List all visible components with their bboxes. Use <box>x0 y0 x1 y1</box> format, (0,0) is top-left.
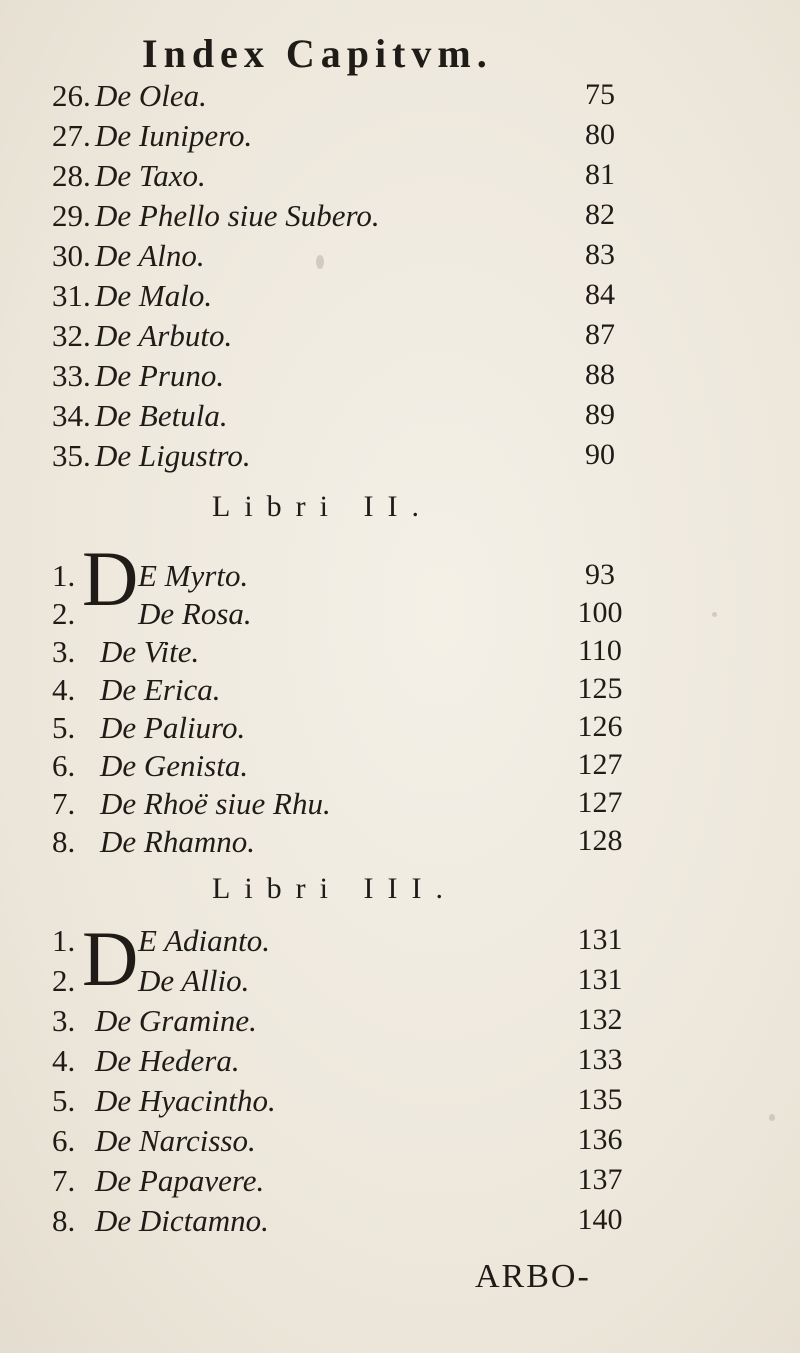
index-row <box>0 596 800 636</box>
entry-page: 133 <box>577 1043 623 1076</box>
entry-number: 3. <box>52 634 76 669</box>
entry-number: 4. <box>52 1043 76 1078</box>
index-row <box>0 748 800 788</box>
entry-page: 100 <box>577 596 623 629</box>
entry-page: 127 <box>577 748 623 781</box>
entry-number: 2. <box>52 596 76 631</box>
index-row <box>0 118 800 158</box>
entry-number: 6. <box>52 748 76 783</box>
entry-title: De Iunipero. <box>95 118 253 153</box>
entry-number: 34. <box>52 398 91 433</box>
entry-number: 8. <box>52 1203 76 1238</box>
entry-page: 125 <box>577 672 623 705</box>
entry-number: 3. <box>52 1003 76 1038</box>
index-row <box>0 672 800 712</box>
index-row <box>0 1163 800 1203</box>
entry-number: 26. <box>52 78 91 113</box>
entry-number: 5. <box>52 1083 76 1118</box>
index-row <box>0 634 800 674</box>
entry-page: 80 <box>585 118 615 151</box>
index-row <box>0 963 800 1003</box>
entry-page: 75 <box>585 78 615 111</box>
entry-page: 128 <box>577 824 623 857</box>
index-row <box>0 824 800 864</box>
index-row <box>0 438 800 478</box>
entry-title: De Olea. <box>95 78 207 113</box>
index-row <box>0 198 800 238</box>
entry-title: De Genista. <box>100 748 249 783</box>
entry-number: 33. <box>52 358 91 393</box>
paper-spot <box>769 1114 775 1121</box>
entry-title: De Ligustro. <box>95 438 251 473</box>
index-row <box>0 398 800 438</box>
page-header: Index Capitvm. <box>142 31 493 76</box>
entry-page: 93 <box>585 558 615 591</box>
entry-number: 4. <box>52 672 76 707</box>
drop-capital: D <box>82 915 139 1002</box>
entry-title: De Hyacintho. <box>95 1083 276 1118</box>
entry-title: E Myrto. <box>138 558 249 593</box>
index-row <box>0 1003 800 1043</box>
index-row <box>0 158 800 198</box>
entry-page: 90 <box>585 438 615 471</box>
entry-page: 132 <box>577 1003 623 1036</box>
entry-title: De Phello siue Subero. <box>95 198 380 233</box>
index-row <box>0 318 800 358</box>
entry-page: 131 <box>577 923 623 956</box>
entry-title: De Paliuro. <box>100 710 246 745</box>
entry-number: 1. <box>52 558 76 593</box>
entry-page: 140 <box>577 1203 623 1236</box>
index-row <box>0 1203 800 1243</box>
index-row <box>0 278 800 318</box>
index-row <box>0 238 800 278</box>
entry-number: 30. <box>52 238 91 273</box>
entry-number: 8. <box>52 824 76 859</box>
entry-number: 6. <box>52 1123 76 1158</box>
entry-title: De Malo. <box>95 278 213 313</box>
entry-title: De Alno. <box>95 238 205 273</box>
entry-page: 89 <box>585 398 615 431</box>
entry-title: De Taxo. <box>95 158 206 193</box>
entry-page: 137 <box>577 1163 623 1196</box>
entry-title: De Gramine. <box>95 1003 257 1038</box>
section-heading-libri-iii: Libri III. <box>212 872 457 905</box>
entry-page: 81 <box>585 158 615 191</box>
index-row <box>0 786 800 826</box>
paper-spot <box>316 255 324 269</box>
entry-number: 27. <box>52 118 91 153</box>
entry-title: De Rhamno. <box>100 824 255 859</box>
entry-title: De Allio. <box>138 963 250 998</box>
entry-number: 32. <box>52 318 91 353</box>
index-row <box>0 1043 800 1083</box>
entry-number: 31. <box>52 278 91 313</box>
paper-spot <box>712 612 717 617</box>
entry-title: De Rosa. <box>138 596 252 631</box>
entry-title: De Rhoë siue Rhu. <box>100 786 331 821</box>
index-row <box>0 78 800 118</box>
entry-title: De Vite. <box>100 634 200 669</box>
entry-page: 110 <box>578 634 622 667</box>
entry-title: De Pruno. <box>95 358 225 393</box>
entry-number: 2. <box>52 963 76 998</box>
entry-title: De Erica. <box>100 672 221 707</box>
entry-title: De Narcisso. <box>95 1123 256 1158</box>
entry-number: 7. <box>52 1163 76 1198</box>
entry-page: 84 <box>585 278 615 311</box>
entry-title: De Hedera. <box>95 1043 240 1078</box>
catchword: ARBO- <box>475 1258 591 1295</box>
entry-page: 82 <box>585 198 615 231</box>
entry-page: 135 <box>577 1083 623 1116</box>
entry-page: 127 <box>577 786 623 819</box>
index-row <box>0 710 800 750</box>
index-row <box>0 358 800 398</box>
entry-number: 28. <box>52 158 91 193</box>
entry-title: De Papavere. <box>95 1163 265 1198</box>
entry-page: 131 <box>577 963 623 996</box>
entry-page: 83 <box>585 238 615 271</box>
entry-page: 136 <box>577 1123 623 1156</box>
index-row <box>0 1083 800 1123</box>
index-row <box>0 558 800 598</box>
entry-title: E Adianto. <box>138 923 271 958</box>
entry-number: 7. <box>52 786 76 821</box>
entry-number: 1. <box>52 923 76 958</box>
entry-number: 29. <box>52 198 91 233</box>
index-row <box>0 1123 800 1163</box>
drop-capital: D <box>82 535 139 622</box>
entry-number: 5. <box>52 710 76 745</box>
entry-page: 88 <box>585 358 615 391</box>
entry-number: 35. <box>52 438 91 473</box>
index-row <box>0 923 800 963</box>
entry-title: De Arbuto. <box>95 318 233 353</box>
section-heading-libri-ii: Libri II. <box>212 490 433 523</box>
entry-page: 87 <box>585 318 615 351</box>
entry-page: 126 <box>577 710 623 743</box>
entry-title: De Dictamno. <box>95 1203 269 1238</box>
entry-title: De Betula. <box>95 398 228 433</box>
